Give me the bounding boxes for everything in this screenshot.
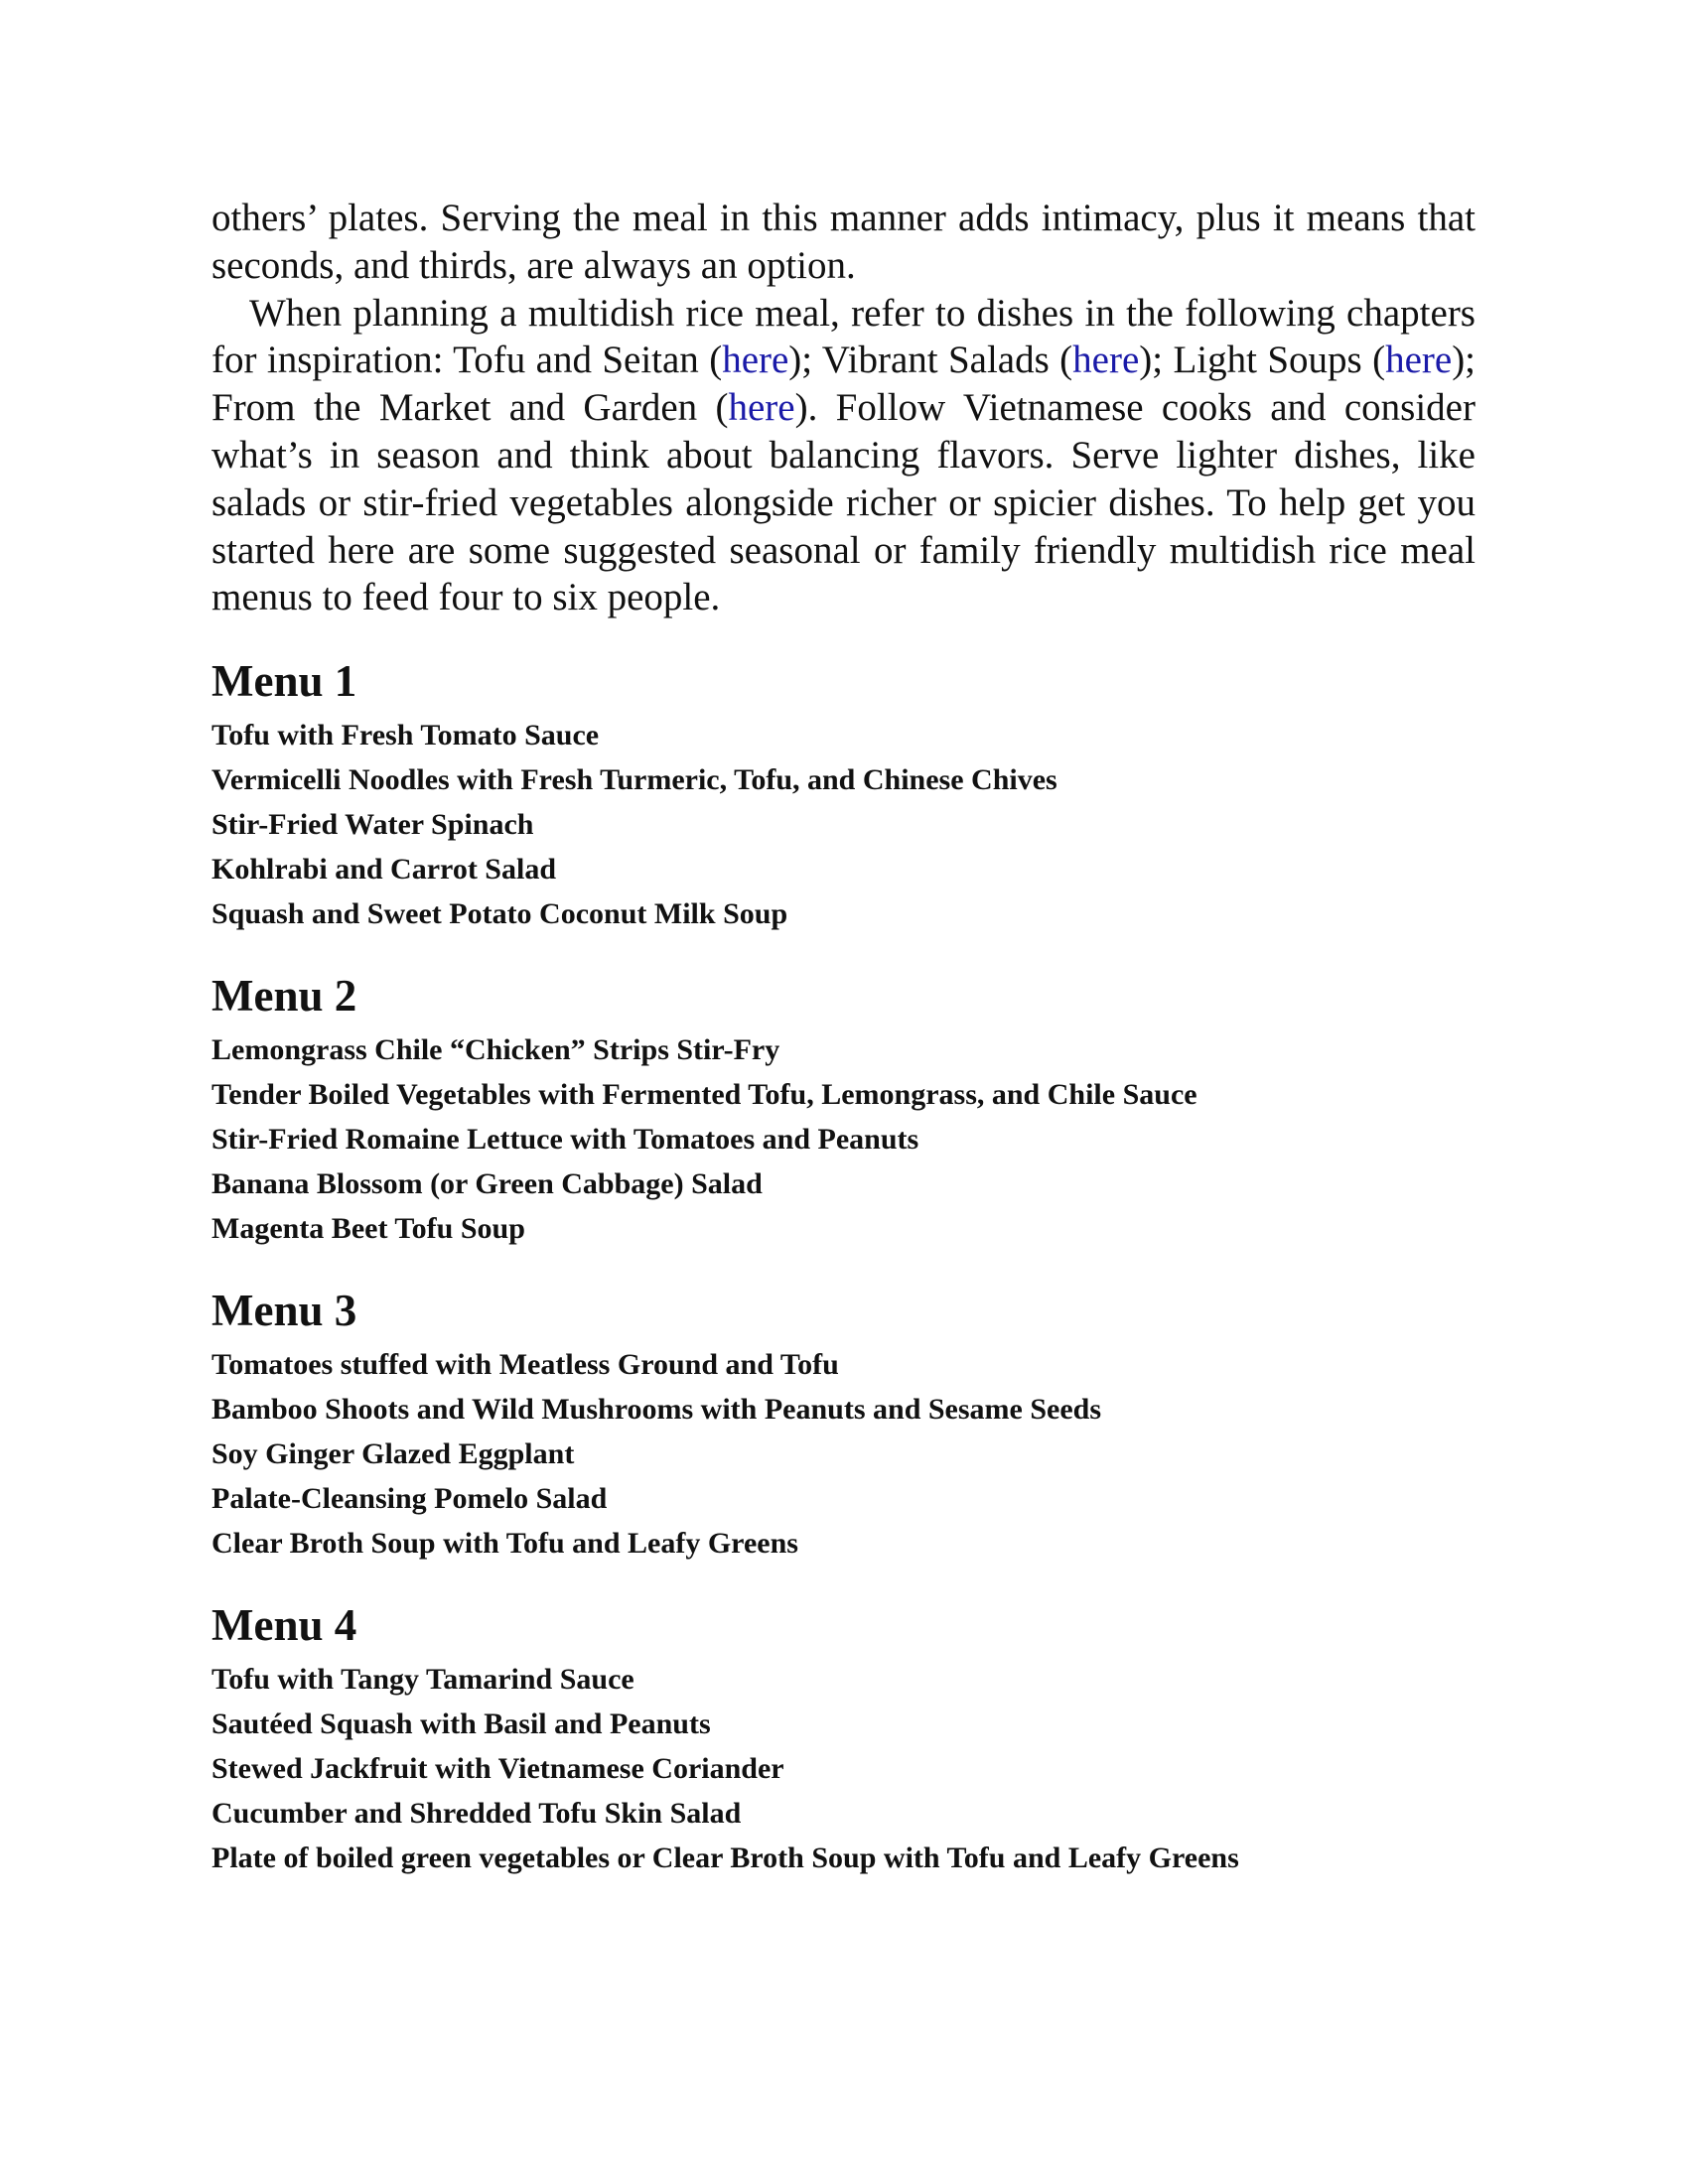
intro-paragraph-2 (211, 290, 1476, 622)
menu-title: Menu 4 (211, 1600, 357, 1651)
menu-item: Magenta Beet Tofu Soup (211, 1212, 525, 1246)
menu-section-2 (211, 936, 1476, 1251)
menu-list (211, 713, 1476, 936)
menu-item: Vermicelli Noodles with Fresh Turmeric, Tofu, and Chinese Chives (211, 763, 1057, 797)
menu-item: Lemongrass Chile “Chicken” Strips Stir-Fry (211, 1033, 780, 1067)
menu-list (211, 1027, 1476, 1251)
menu-list (211, 1657, 1476, 1880)
menu-section-4 (211, 1566, 1476, 1880)
link-market-and-garden[interactable]: here (728, 386, 795, 430)
link-vibrant-salads[interactable]: here (1072, 339, 1140, 382)
menu-item: Squash and Sweet Potato Coconut Milk Soup (211, 897, 788, 931)
menu-item: Tender Boiled Vegetables with Fermented Tofu, Lemongrass, and Chile Sauce (211, 1078, 1197, 1112)
document-page (211, 195, 1476, 1880)
menu-section-1 (211, 621, 1476, 936)
link-tofu-and-seitan[interactable]: here (722, 339, 789, 382)
menu-title: Menu 1 (211, 656, 357, 707)
menu-item: Plate of boiled green vegetables or Clear Broth Soup with Tofu and Leafy Greens (211, 1842, 1239, 1875)
menu-item: Banana Blossom (or Green Cabbage) Salad (211, 1167, 763, 1201)
menu-item: Stir-Fried Water Spinach (211, 808, 534, 842)
menu-list (211, 1342, 1476, 1566)
menu-item: Tofu with Fresh Tomato Sauce (211, 719, 600, 752)
intro-text-5: ). Follow Vietnamese cooks and consider what’s in season and think about balancing flavors. Serve lighter dishes, like salads or stir-fried vegetables alongside richer or spicier dishes. To help get you started here are some suggested seasonal or family friendly multidish rice meal menus to feed four to six people. (211, 386, 1476, 619)
menu-item: Tofu with Tangy Tamarind Sauce (211, 1663, 634, 1697)
menu-item: Clear Broth Soup with Tofu and Leafy Greens (211, 1527, 798, 1561)
menu-item: Stir-Fried Romaine Lettuce with Tomatoes and Peanuts (211, 1123, 919, 1157)
menu-item: Kohlrabi and Carrot Salad (211, 853, 557, 887)
menu-section-3 (211, 1251, 1476, 1566)
intro-text-2: ); Vibrant Salads ( (788, 339, 1073, 382)
intro-text-1: When planning a multidish rice meal, refer to dishes in the following chapters for inspiration: Tofu and Seitan ( (211, 291, 1476, 382)
menu-item: Soy Ginger Glazed Eggplant (211, 1437, 575, 1471)
intro-text-4: ); From the Market and Garden ( (211, 339, 1477, 430)
menu-title: Menu 3 (211, 1286, 357, 1336)
menu-item: Bamboo Shoots and Wild Mushrooms with Peanuts and Sesame Seeds (211, 1393, 1102, 1427)
menu-item: Cucumber and Shredded Tofu Skin Salad (211, 1797, 742, 1831)
menu-item: Tomatoes stuffed with Meatless Ground and Tofu (211, 1348, 839, 1382)
intro-text-3: ); Light Soups ( (1139, 339, 1386, 382)
menu-title: Menu 2 (211, 971, 357, 1022)
menu-item: Sautéed Squash with Basil and Peanuts (211, 1707, 711, 1741)
menu-item: Palate-Cleansing Pomelo Salad (211, 1482, 608, 1516)
intro-paragraph-1: others’ plates. Serving the meal in this manner adds intimacy, plus it means that seconds, and thirds, are always an option. (211, 197, 1476, 287)
link-light-soups[interactable]: here (1385, 339, 1453, 382)
menu-item: Stewed Jackfruit with Vietnamese Coriander (211, 1752, 784, 1786)
